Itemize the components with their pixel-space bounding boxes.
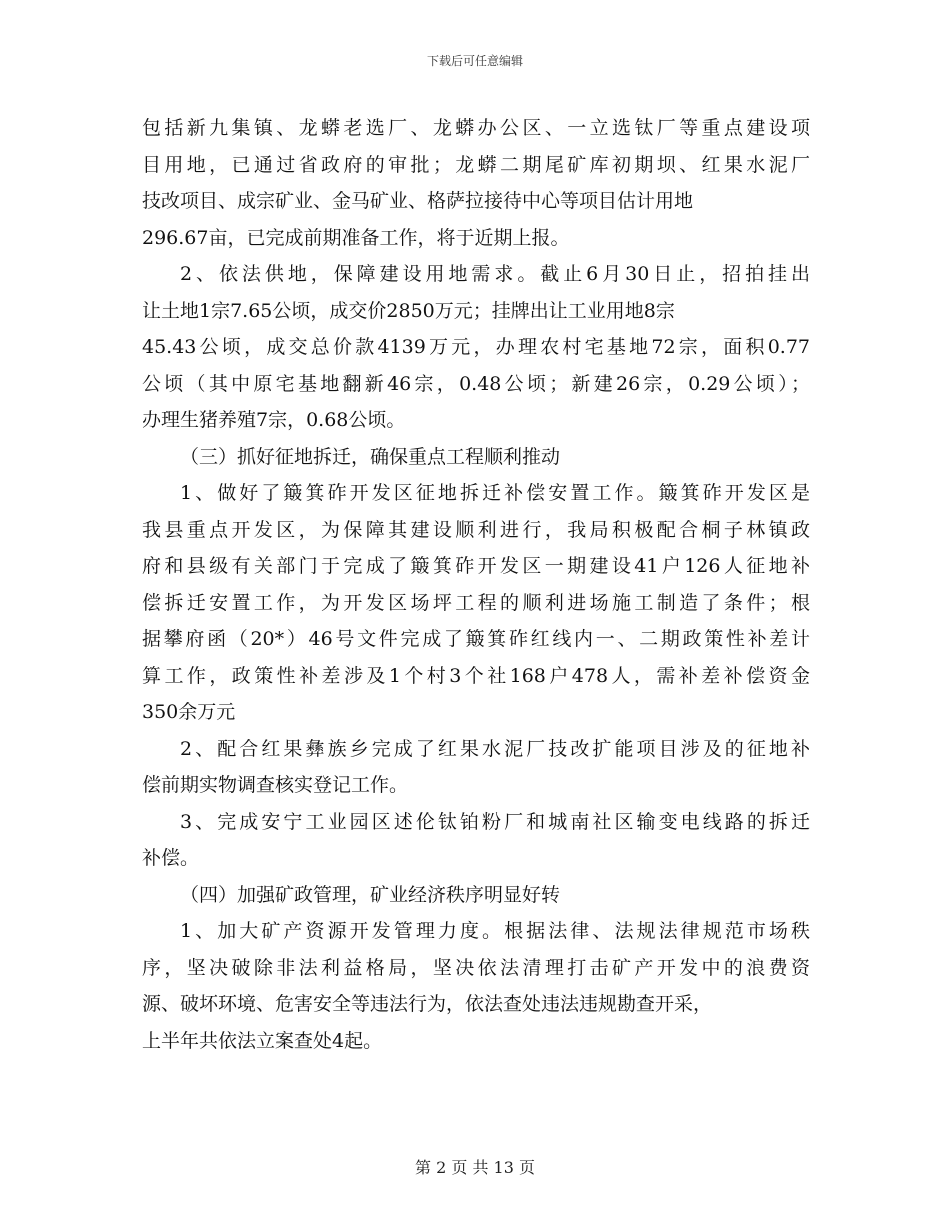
text-line: 源、破坏环境、危害安全等违法行为，依法查处违法违规勘查开采， <box>142 993 713 1015</box>
text-line: 补偿。 <box>142 847 200 869</box>
text-line: 2、依法供地，保障建设用地需求。截止6月30日止，招拍挂出 <box>180 263 810 285</box>
text-line: 偿拆迁安置工作，为开发区场坪工程的顺利进场施工制造了条件；根 <box>142 591 810 614</box>
text-line: 3、完成安宁工业园区述伦钛铂粉厂和城南社区输变电线路的拆迁 <box>180 810 810 833</box>
text-line: 我县重点开发区，为保障其建设顺利进行，我局积极配合桐子林镇政 <box>142 518 810 541</box>
text-line: 上半年共依法立案查处4起。 <box>142 1029 383 1052</box>
page-footer: 第 2 页 共 13 页 <box>415 1158 535 1177</box>
document-body <box>142 110 810 1059</box>
text-line: 296.67亩，已完成前期准备工作，将于近期上报。 <box>142 226 570 249</box>
page-header: 下载后可任意编辑 <box>426 54 523 68</box>
text-line: 据攀府函（20*）46号文件完成了簸箕砟红线内一、二期政策性补差计 <box>142 628 810 650</box>
text-line: 技改项目、成宗矿业、金马矿业、格萨拉接待中心等项目估计用地 <box>142 190 694 212</box>
text-line: （四）加强矿政管理，矿业经济秩序明显好转 <box>180 883 561 906</box>
text-line: 让土地1宗7.65公顷，成交价2850万元；挂牌出让工业用地8宗 <box>142 299 675 322</box>
text-line: 目用地，已通过省政府的审批；龙蟒二期尾矿库初期坝、红果水泥厂 <box>142 153 810 176</box>
text-line: 办理生猪养殖7宗，0.68公顷。 <box>142 409 406 431</box>
text-line: 1、加大矿产资源开发管理力度。根据法律、法规法律规范市场秩 <box>180 920 810 942</box>
text-line: 350余万元 <box>142 701 236 723</box>
text-line: 包括新九集镇、龙蟒老选厂、龙蟒办公区、一立选钛厂等重点建设项 <box>142 117 810 139</box>
text-line: 1、做好了簸箕砟开发区征地拆迁补偿安置工作。簸箕砟开发区是 <box>180 482 810 504</box>
text-line: （三）抓好征地拆迁，确保重点工程顺利推动 <box>180 445 561 468</box>
text-line: 公顷（其中原宅基地翻新46宗，0.48公顷；新建26宗，0.29公顷）； <box>142 372 810 395</box>
text-line: 偿前期实物调查核实登记工作。 <box>142 774 409 796</box>
text-line: 算工作，政策性补差涉及1个村3个社168户478人，需补差补偿资金 <box>142 664 810 687</box>
text-line: 府和县级有关部门于完成了簸箕砟开发区一期建设41户126人征地补 <box>142 555 810 577</box>
text-line: 45.43公顷，成交总价款4139万元，办理农村宅基地72宗，面积0.77 <box>142 336 810 358</box>
text-line: 2、配合红果彝族乡完成了红果水泥厂技改扩能项目涉及的征地补 <box>180 737 810 760</box>
text-line: 序，坚决破除非法利益格局，坚决依法清理打击矿产开发中的浪费资 <box>142 956 810 979</box>
